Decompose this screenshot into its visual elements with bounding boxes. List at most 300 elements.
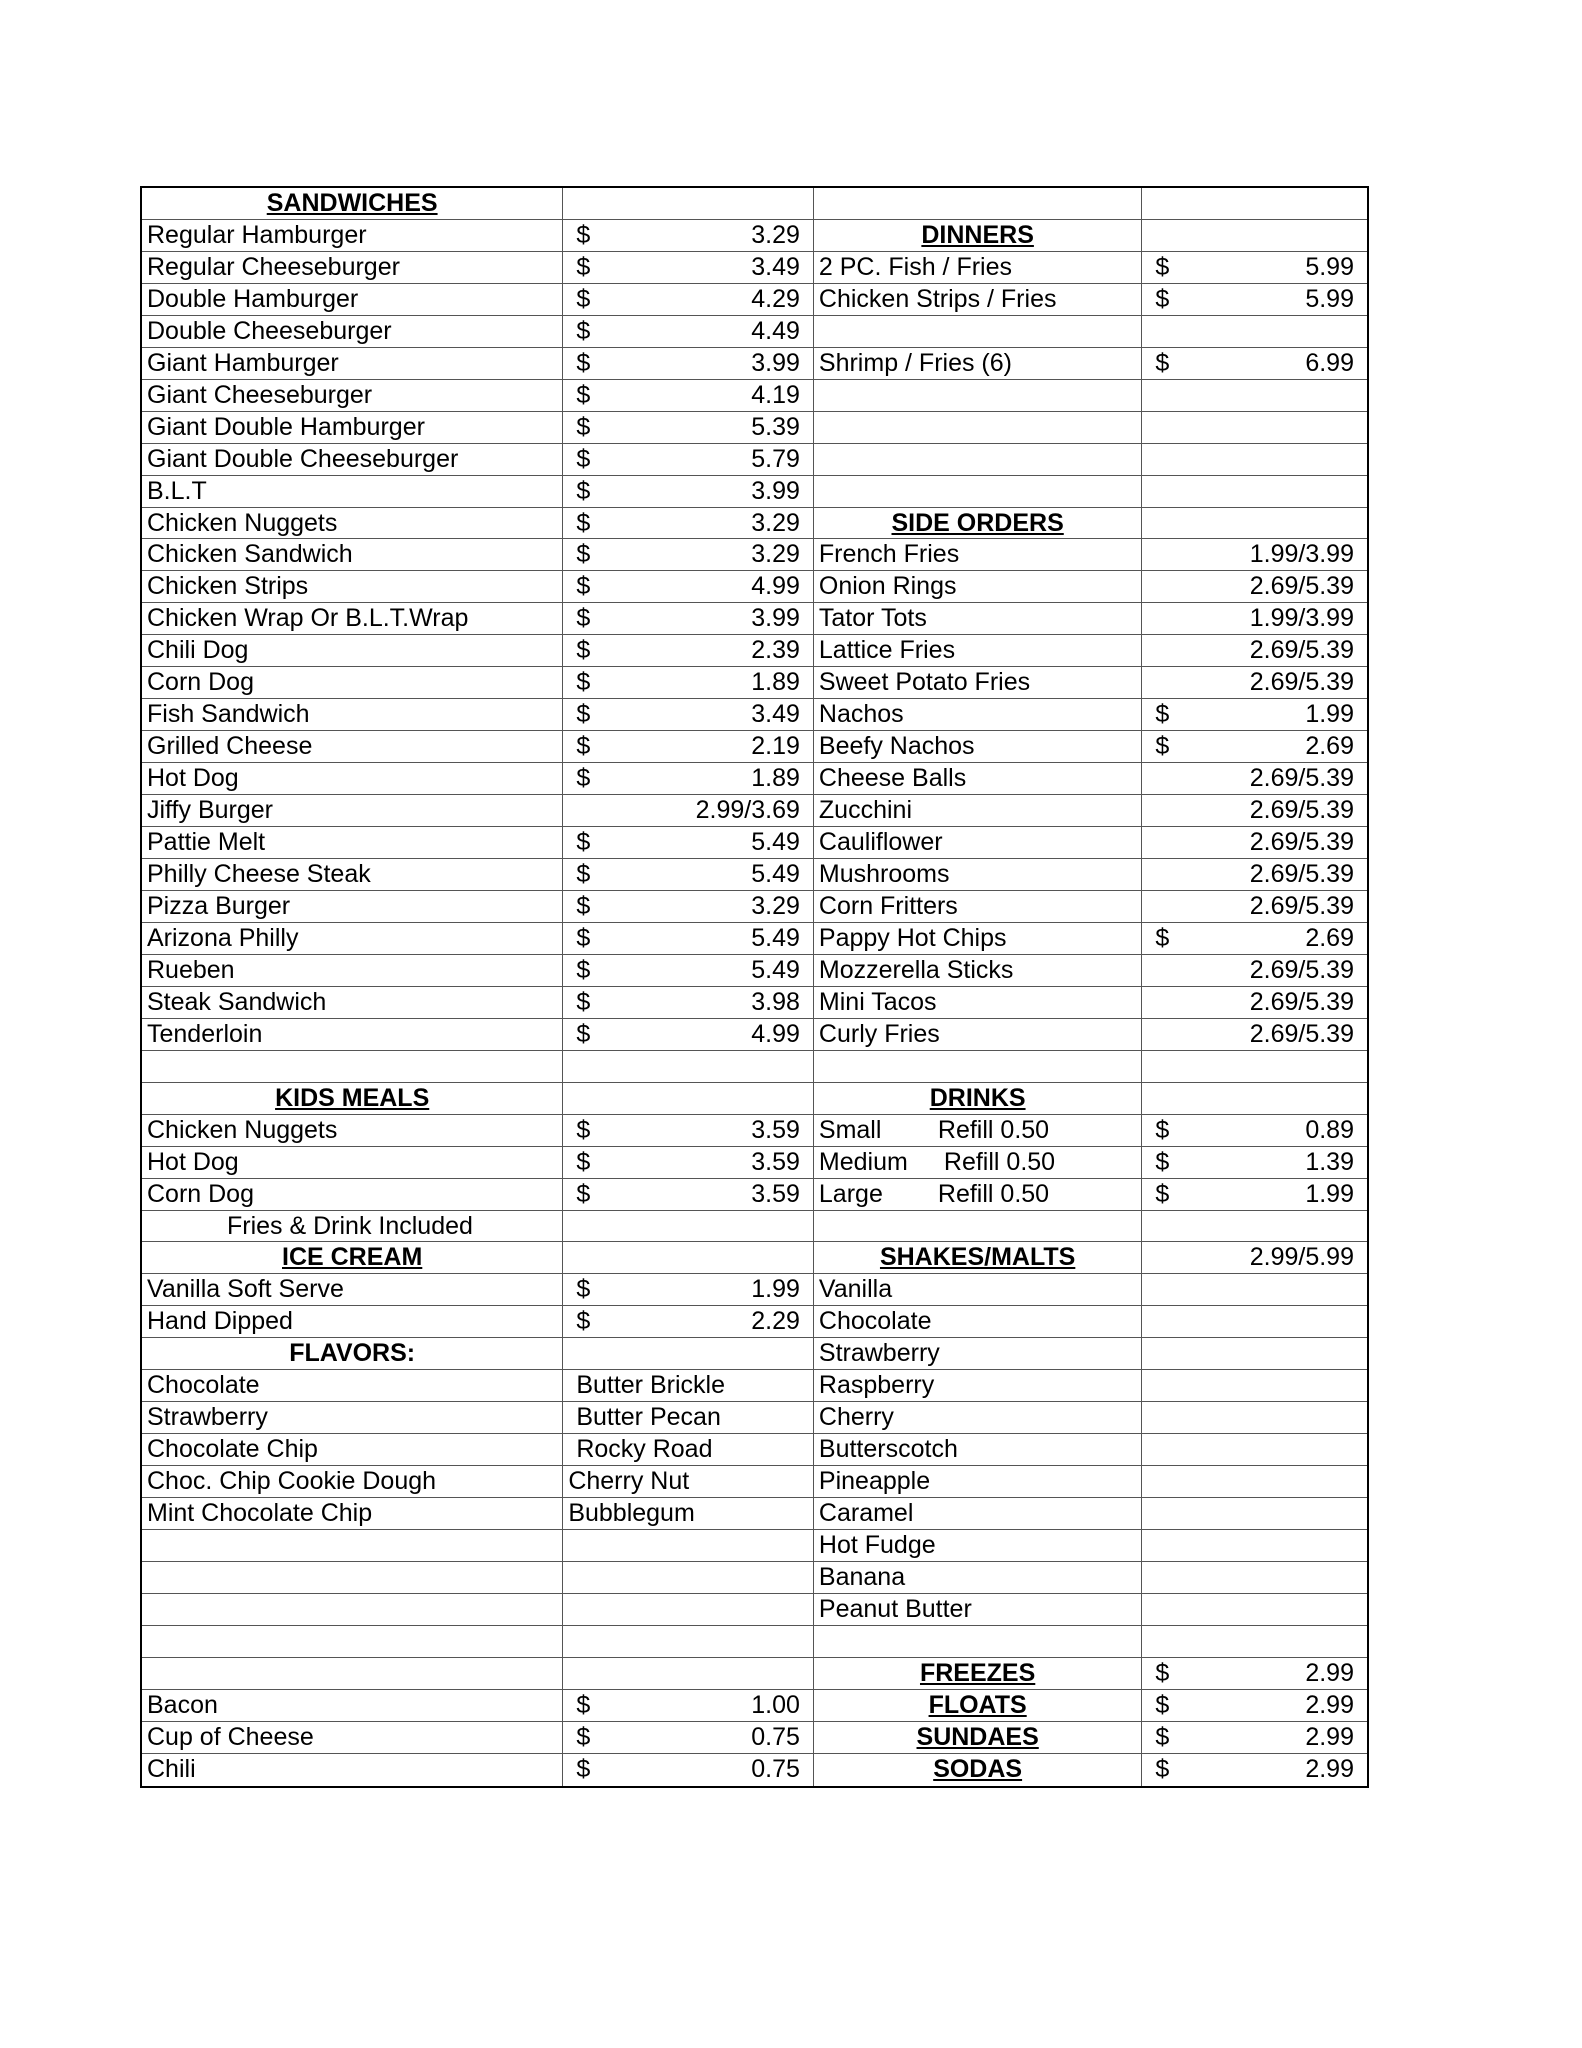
item-name: Banana [818,1562,906,1591]
item-price: 2.69 [1305,732,1354,761]
menu-cell [814,1402,1142,1433]
currency-sign: $ [1155,284,1170,313]
item-name: Peanut Butter [818,1594,972,1623]
item-price: 4.19 [751,380,800,409]
menu-cell [1142,1370,1367,1401]
currency-sign: $ [1155,1658,1170,1687]
flavor-name: Bubblegum [568,1499,695,1528]
item-name: Philly Cheese Steak [147,860,371,889]
currency-sign: $ [576,1754,591,1783]
menu-row [142,731,1367,763]
item-name: Cherry [818,1403,894,1432]
flavor-name: Butter Brickle [576,1371,725,1400]
item-price: 2.69/5.39 [1249,1019,1354,1048]
item-name: Zucchini [818,796,912,825]
menu-cell [814,1562,1142,1593]
section-header: SUNDAES [916,1722,1039,1751]
menu-cell [563,1658,814,1689]
menu-cell [814,1498,1142,1529]
item-name: Mushrooms [818,860,950,889]
currency-sign: $ [576,1147,591,1176]
menu-cell [142,539,563,570]
menu-cell [1142,1562,1367,1593]
item-price: 4.99 [751,572,800,601]
item-name: Butterscotch [818,1435,958,1464]
item-price: 2.39 [751,636,800,665]
menu-cell [1142,1306,1367,1337]
menu-row [142,1274,1367,1306]
item-name: Chicken Sandwich [147,540,353,569]
menu-row [142,1690,1367,1722]
menu-cell [814,1722,1142,1753]
currency-sign: $ [1155,732,1170,761]
section-header: KIDS MEALS [275,1083,430,1112]
menu-row [142,1370,1367,1402]
currency-sign: $ [576,604,591,633]
menu-cell [814,731,1142,762]
menu-row [142,1051,1367,1083]
menu-row [142,1338,1367,1370]
menu-cell [142,1306,563,1337]
item-name: Hand Dipped [147,1307,293,1336]
item-name: B.L.T [147,476,207,505]
item-name: Arizona Philly [147,923,299,952]
menu-cell [814,1147,1142,1178]
item-name: Steak Sandwich [147,987,327,1016]
item-name: Corn Dog [147,668,254,697]
menu-cell [142,1402,563,1433]
currency-sign: $ [576,476,591,505]
menu-cell [814,859,1142,890]
menu-cell [142,667,563,698]
menu-row [142,603,1367,635]
item-name: Caramel [818,1499,914,1528]
item-price: 1.99/3.99 [1249,540,1354,569]
item-price: 2.69/5.39 [1249,955,1354,984]
menu-cell [1142,635,1367,666]
menu-cell [563,763,814,794]
menu-row [142,252,1367,284]
refill-note: Refill 0.50 [937,1115,1050,1144]
section-subheader: FLAVORS: [289,1339,416,1368]
menu-cell [142,252,563,283]
item-price: 2.69/5.39 [1249,860,1354,889]
currency-sign: $ [576,284,591,313]
item-price: 0.75 [751,1722,800,1751]
section-header: SIDE ORDERS [891,508,1064,537]
item-name: Cup of Cheese [147,1722,314,1751]
menu-row [142,635,1367,667]
item-price: 2.69/5.39 [1249,891,1354,920]
menu-cell [563,508,814,539]
menu-cell [1142,1242,1367,1273]
menu-cell [563,1211,814,1242]
menu-row [142,763,1367,795]
menu-cell [563,539,814,570]
item-name: Mint Chocolate Chip [147,1499,373,1528]
item-price: 3.59 [751,1147,800,1176]
menu-cell [1142,444,1367,475]
section-header: SHAKES/MALTS [879,1243,1076,1272]
menu-cell [814,188,1142,219]
menu-row [142,1019,1367,1051]
item-name: Strawberry [818,1339,940,1368]
item-price: 3.98 [751,987,800,1016]
menu-cell [1142,252,1367,283]
item-price: 5.79 [751,444,800,473]
menu-cell [142,1179,563,1210]
menu-cell [142,763,563,794]
menu-row [142,1306,1367,1338]
item-name: Lattice Fries [818,636,956,665]
menu-cell [142,1051,563,1082]
menu-cell [814,891,1142,922]
item-name: Corn Dog [147,1179,254,1208]
menu-cell [142,1274,563,1305]
item-price: 2.69/5.39 [1249,636,1354,665]
menu-cell [563,1306,814,1337]
item-name: Giant Double Cheeseburger [147,444,459,473]
item-name: Choc. Chip Cookie Dough [147,1467,437,1496]
currency-sign: $ [1155,1690,1170,1719]
menu-row [142,476,1367,508]
menu-row [142,1562,1367,1594]
menu-row [142,1466,1367,1498]
menu-cell [563,1562,814,1593]
menu-cell [142,795,563,826]
menu-cell [1142,955,1367,986]
menu-cell [142,603,563,634]
item-name: Double Cheeseburger [147,316,392,345]
item-price: 4.29 [751,284,800,313]
menu-cell [1142,795,1367,826]
menu-cell [563,444,814,475]
item-price: 1.39 [1305,1147,1354,1176]
item-price: 0.89 [1305,1115,1354,1144]
menu-cell [1142,1626,1367,1657]
currency-sign: $ [576,1019,591,1048]
menu-cell [814,1530,1142,1561]
menu-cell [814,1274,1142,1305]
menu-cell [142,412,563,443]
menu-cell [814,923,1142,954]
menu-table [140,186,1369,1788]
currency-sign: $ [1155,1754,1170,1783]
menu-cell [1142,539,1367,570]
currency-sign: $ [576,860,591,889]
menu-row [142,348,1367,380]
menu-cell [142,380,563,411]
menu-cell [563,1179,814,1210]
item-price: 3.99 [751,476,800,505]
item-name: Vanilla Soft Serve [147,1275,344,1304]
item-name: Mozzerella Sticks [818,955,1014,984]
menu-row [142,667,1367,699]
menu-row [142,284,1367,316]
menu-cell [142,1754,563,1786]
menu-row [142,1147,1367,1179]
menu-cell [814,1690,1142,1721]
menu-cell [1142,1115,1367,1146]
menu-cell [142,284,563,315]
menu-cell [1142,1019,1367,1050]
menu-cell [563,1338,814,1369]
currency-sign: $ [576,1179,591,1208]
item-price: 1.99 [1305,700,1354,729]
section-header: SANDWICHES [266,189,438,217]
menu-cell [814,827,1142,858]
menu-row [142,1626,1367,1658]
menu-cell [814,603,1142,634]
menu-row [142,1115,1367,1147]
menu-cell [1142,1147,1367,1178]
menu-cell [814,763,1142,794]
item-price: 5.39 [751,412,800,441]
currency-sign: $ [576,412,591,441]
menu-cell [1142,1658,1367,1689]
item-price: 2.69/5.39 [1249,668,1354,697]
menu-cell [142,891,563,922]
currency-sign: $ [576,923,591,952]
currency-sign: $ [576,1275,591,1304]
menu-row [142,1658,1367,1690]
currency-sign: $ [576,252,591,281]
item-name: Large [818,1179,883,1208]
currency-sign: $ [576,316,591,345]
currency-sign: $ [576,828,591,857]
menu-row [142,1211,1367,1243]
menu-cell [142,508,563,539]
menu-cell [563,1754,814,1786]
menu-cell [1142,1051,1367,1082]
item-price: 2.69/5.39 [1249,764,1354,793]
menu-cell [142,859,563,890]
menu-cell [1142,1274,1367,1305]
menu-cell [814,444,1142,475]
item-name: Strawberry [147,1403,268,1432]
menu-cell [1142,1690,1367,1721]
menu-cell [814,252,1142,283]
menu-cell [563,252,814,283]
menu-cell [142,444,563,475]
item-name: Nachos [818,700,904,729]
menu-cell [142,1434,563,1465]
item-name: Giant Double Hamburger [147,412,425,441]
flavor-name: Rocky Road [576,1435,713,1464]
menu-cell [142,1147,563,1178]
menu-cell [814,1370,1142,1401]
menu-cell [142,348,563,379]
item-price: 2.19 [751,732,800,761]
menu-cell [1142,284,1367,315]
item-name: Small [818,1115,882,1144]
currency-sign: $ [576,764,591,793]
item-price: 2.29 [751,1307,800,1336]
menu-cell [563,667,814,698]
menu-cell [563,284,814,315]
section-header: FREEZES [919,1658,1036,1687]
menu-cell [1142,603,1367,634]
menu-cell [1142,1211,1367,1242]
menu-cell [142,1498,563,1529]
item-name: Pattie Melt [147,828,266,857]
menu-row [142,316,1367,348]
menu-cell [1142,1466,1367,1497]
menu-cell [563,1274,814,1305]
item-name: Tator Tots [818,604,927,633]
menu-row [142,1722,1367,1754]
item-name: Shrimp / Fries (6) [818,348,1012,377]
currency-sign: $ [1155,348,1170,377]
menu-cell [142,1690,563,1721]
menu-cell [1142,348,1367,379]
item-price: 3.29 [751,891,800,920]
menu-cell [814,571,1142,602]
menu-row [142,923,1367,955]
item-name: Grilled Cheese [147,732,313,761]
item-name: Chicken Wrap Or B.L.T.Wrap [147,604,469,633]
currency-sign: $ [1155,1722,1170,1751]
menu-cell [814,476,1142,507]
menu-cell [142,827,563,858]
menu-cell [1142,891,1367,922]
menu-cell [1142,1402,1367,1433]
menu-cell [1142,1498,1367,1529]
menu-cell [1142,1434,1367,1465]
menu-cell [814,1754,1142,1786]
menu-cell [563,859,814,890]
item-name: French Fries [818,540,960,569]
currency-sign: $ [1155,1115,1170,1144]
menu-cell [1142,923,1367,954]
item-name: Chocolate Chip [147,1435,318,1464]
menu-cell [563,348,814,379]
menu-cell [814,635,1142,666]
item-name: Regular Hamburger [147,220,367,249]
item-name: Hot Dog [147,764,239,793]
menu-row [142,699,1367,731]
menu-row [142,859,1367,891]
menu-cell [814,380,1142,411]
menu-cell [814,667,1142,698]
item-price: 5.99 [1305,252,1354,281]
currency-sign: $ [576,348,591,377]
menu-row [142,444,1367,476]
item-name: Chicken Nuggets [147,1115,338,1144]
menu-cell [814,1179,1142,1210]
item-price: 2.69/5.39 [1249,828,1354,857]
item-name: Chocolate [147,1371,260,1400]
menu-cell [563,571,814,602]
item-price: 1.99/3.99 [1249,604,1354,633]
item-price: 2.99 [1305,1722,1354,1751]
item-name: Bacon [147,1690,218,1719]
menu-cell [142,1530,563,1561]
menu-cell [142,923,563,954]
menu-cell [814,1338,1142,1369]
menu-cell [142,1338,563,1369]
menu-cell [814,1083,1142,1114]
section-header: DRINKS [929,1083,1026,1112]
menu-cell [1142,987,1367,1018]
menu-cell [814,1242,1142,1273]
menu-cell [814,412,1142,443]
menu-row [142,1594,1367,1626]
item-name: Beefy Nachos [818,732,975,761]
menu-cell [814,1211,1142,1242]
item-price: 5.49 [751,923,800,952]
menu-cell [142,220,563,251]
menu-cell [563,699,814,730]
menu-row [142,827,1367,859]
menu-row [142,891,1367,923]
menu-cell [1142,1083,1367,1114]
item-name: Chicken Nuggets [147,508,338,537]
menu-cell [814,284,1142,315]
item-name: Raspberry [818,1371,935,1400]
item-name: Pappy Hot Chips [818,923,1007,952]
menu-cell [563,316,814,347]
item-price: 5.49 [751,955,800,984]
menu-row [142,539,1367,571]
item-price: 3.59 [751,1179,800,1208]
item-name: Chicken Strips [147,572,309,601]
menu-cell [142,1562,563,1593]
item-price: 2.69 [1305,923,1354,952]
menu-cell [563,1594,814,1625]
item-price: 3.29 [751,220,800,249]
item-name: 2 PC. Fish / Fries [818,252,1012,281]
menu-cell [563,1115,814,1146]
menu-cell [814,539,1142,570]
menu-cell [1142,827,1367,858]
menu-cell [814,955,1142,986]
currency-sign: $ [576,1115,591,1144]
item-price: 1.00 [751,1690,800,1719]
item-name: Jiffy Burger [147,796,273,825]
menu-cell [563,1370,814,1401]
item-name: Hot Dog [147,1147,239,1176]
currency-sign: $ [576,540,591,569]
menu-cell [814,1019,1142,1050]
menu-cell [814,1466,1142,1497]
menu-cell [1142,316,1367,347]
menu-cell [563,1498,814,1529]
item-name: Rueben [147,955,235,984]
menu-cell [563,412,814,443]
flavor-name: Butter Pecan [576,1403,721,1432]
menu-cell [142,316,563,347]
menu-cell [563,1147,814,1178]
item-name: Chocolate [818,1307,932,1336]
menu-cell [142,1242,563,1273]
menu-cell [814,1626,1142,1657]
menu-row [142,1498,1367,1530]
menu-row [142,955,1367,987]
menu-cell [142,699,563,730]
menu-cell [1142,1722,1367,1753]
currency-sign: $ [1155,700,1170,729]
item-name: Mini Tacos [818,987,937,1016]
menu-cell [814,220,1142,251]
currency-sign: $ [576,636,591,665]
currency-sign: $ [576,732,591,761]
menu-cell [563,1434,814,1465]
item-name: Regular Cheeseburger [147,252,400,281]
item-name: Pineapple [818,1467,931,1496]
item-name: Cheese Balls [818,764,967,793]
menu-cell [142,188,563,219]
